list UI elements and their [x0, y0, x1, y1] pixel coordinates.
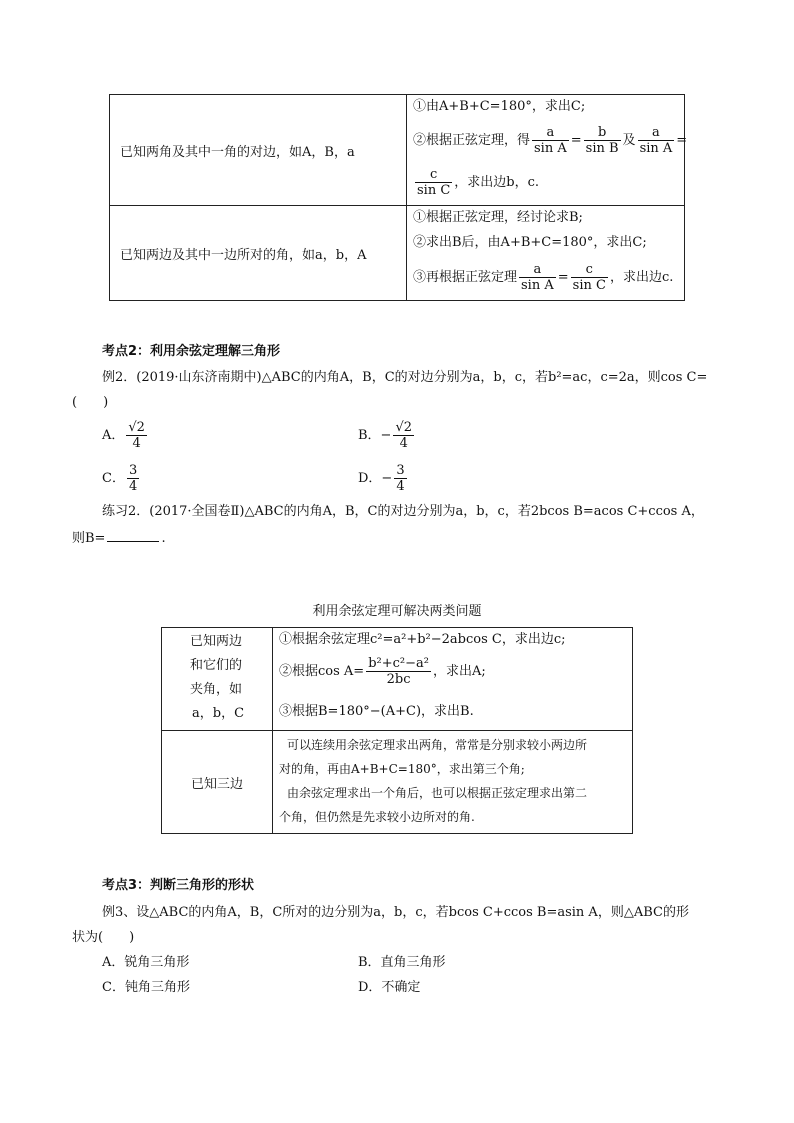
answer-suffix: . [161, 531, 166, 546]
table-sine-law-cases [109, 94, 688, 301]
numerator: c [415, 167, 452, 183]
example-2-text: 例2．(2019·山东济南期中)△ABC的内角A，B，C的对边分别为a，b，c，若b²=ac，c=2a，则cos C= [102, 370, 708, 385]
step-1: ①由A+B+C=180°，求出C; [413, 99, 586, 114]
option-a: A．锐角三角形 [102, 955, 190, 970]
table-cell [162, 731, 273, 834]
numerator: b [584, 125, 621, 141]
option-label: C． [102, 471, 125, 486]
example-3-text: 例3、设△ABC的内角A，B，C所对的边分别为a，b，c，若bcos C+ccos B=asin A，则△ABC的形 [102, 905, 689, 920]
case-label-line: 已知两边 [190, 634, 243, 649]
option-c: C．钝角三角形 [102, 980, 190, 995]
table-cell [273, 731, 633, 834]
step-2-cont [413, 165, 539, 201]
conjunction: 及 [622, 133, 636, 148]
option-b [358, 416, 416, 456]
table-cosine-law-cases [161, 627, 633, 834]
option-d: D．不确定 [358, 980, 421, 995]
option-c [102, 459, 141, 499]
example-2-paren: ( ) [72, 395, 109, 410]
step-3: ③根据B=180°−(A+C)，求出B. [279, 704, 474, 719]
equals: = [557, 270, 569, 285]
description-line: 对的角，再由A+B+C=180°，求出第三个角; [279, 762, 525, 776]
denominator: sin A [521, 278, 554, 293]
step-1: ①根据正弦定理，经讨论求B; [413, 210, 583, 225]
fraction [366, 656, 431, 687]
case-label-line: a，b，C [192, 706, 245, 721]
description-line: 由余弦定理求出一个角后，也可以根据正弦定理求出第二 [287, 786, 588, 800]
numerator: √2 [395, 420, 413, 435]
table2-title: 利用余弦定理可解决两类问题 [312, 604, 482, 619]
case-label: 已知两角及其中一角的对边，如A，B，a [120, 144, 355, 160]
description-line: 个角，但仍然是先求较小边所对的角. [279, 810, 475, 824]
option-a [102, 416, 149, 456]
step-text: ，求出边b，c. [454, 175, 540, 190]
table-cell [273, 628, 633, 731]
answer-blank[interactable] [107, 527, 159, 542]
equals: = [676, 133, 688, 148]
fraction [638, 125, 675, 156]
table-row [162, 628, 633, 731]
numerator: a [519, 262, 556, 278]
table-cell [110, 206, 407, 301]
example-3-paren: 状为( ) [72, 930, 135, 945]
numerator: 3 [396, 463, 405, 478]
table-cell [407, 206, 685, 301]
step-2 [413, 123, 687, 159]
denominator: sin B [585, 141, 619, 156]
practice-2-text: 练习2．(2017·全国卷Ⅱ)△ABC的内角A，B，C的对边分别为a，b，c，若2bcos B=acos C+ccos A， [102, 504, 704, 519]
case-label: 已知三边 [190, 776, 243, 792]
numerator: a [532, 125, 569, 141]
step-text: ，求出边c. [609, 270, 674, 285]
step-3 [413, 260, 673, 296]
denominator: sin A [534, 141, 567, 156]
table-row [110, 206, 685, 301]
fraction [393, 420, 414, 451]
step-text: ②根据cos A= [279, 664, 365, 679]
table-cell [407, 95, 688, 206]
step-2: ②求出B后，由A+B+C=180°，求出C; [413, 235, 647, 250]
fraction [126, 420, 147, 451]
denominator: 2bc [386, 672, 411, 687]
numerator: c [571, 262, 608, 278]
numerator: √2 [128, 420, 145, 435]
step-2 [279, 652, 486, 692]
denominator: 4 [132, 436, 141, 451]
option-label: B．− [358, 428, 392, 443]
numerator: 3 [128, 463, 138, 478]
numerator: a [638, 125, 675, 141]
fraction [571, 262, 608, 293]
fraction [415, 167, 452, 198]
section-title-kd2: 考点2：利用余弦定理解三角形 [102, 344, 281, 359]
fraction [584, 125, 621, 156]
fraction [519, 262, 556, 293]
case-label: 已知两边及其中一边所对的角，如a，b，A [120, 247, 367, 263]
description-line: 可以连续用余弦定理求出两角，常常是分别求较小两边所 [287, 738, 588, 752]
option-d [358, 459, 409, 499]
fraction [394, 463, 406, 494]
denominator: 4 [399, 436, 408, 451]
fraction [127, 463, 139, 494]
option-b: B．直角三角形 [358, 955, 446, 970]
numerator: b²+c²−a² [368, 656, 429, 671]
case-label-line: 和它们的 [190, 658, 243, 673]
option-label: A． [102, 428, 125, 443]
table-row [110, 95, 685, 206]
denominator: sin C [417, 183, 451, 198]
denominator: sin A [639, 141, 673, 156]
equals: = [570, 133, 582, 148]
practice-2-answer [72, 527, 166, 549]
fraction [532, 125, 569, 156]
step-text: ，求出A; [432, 664, 486, 679]
denominator: sin C [572, 278, 606, 293]
step-1: ①根据余弦定理c²=a²+b²−2abcos C，求出边c; [279, 632, 566, 647]
section-title-kd3: 考点3：判断三角形的形状 [102, 878, 255, 893]
table-cell [110, 95, 407, 206]
denominator: 4 [396, 479, 405, 494]
option-label: D．− [358, 471, 393, 486]
denominator: 4 [128, 479, 138, 494]
answer-prefix: 则B= [72, 531, 106, 546]
table-row [162, 731, 633, 834]
step-text: ②根据正弦定理，得 [413, 133, 531, 148]
table-cell [162, 628, 273, 731]
case-label-line: 夹角，如 [190, 682, 243, 697]
step-text: ③再根据正弦定理 [413, 270, 518, 285]
